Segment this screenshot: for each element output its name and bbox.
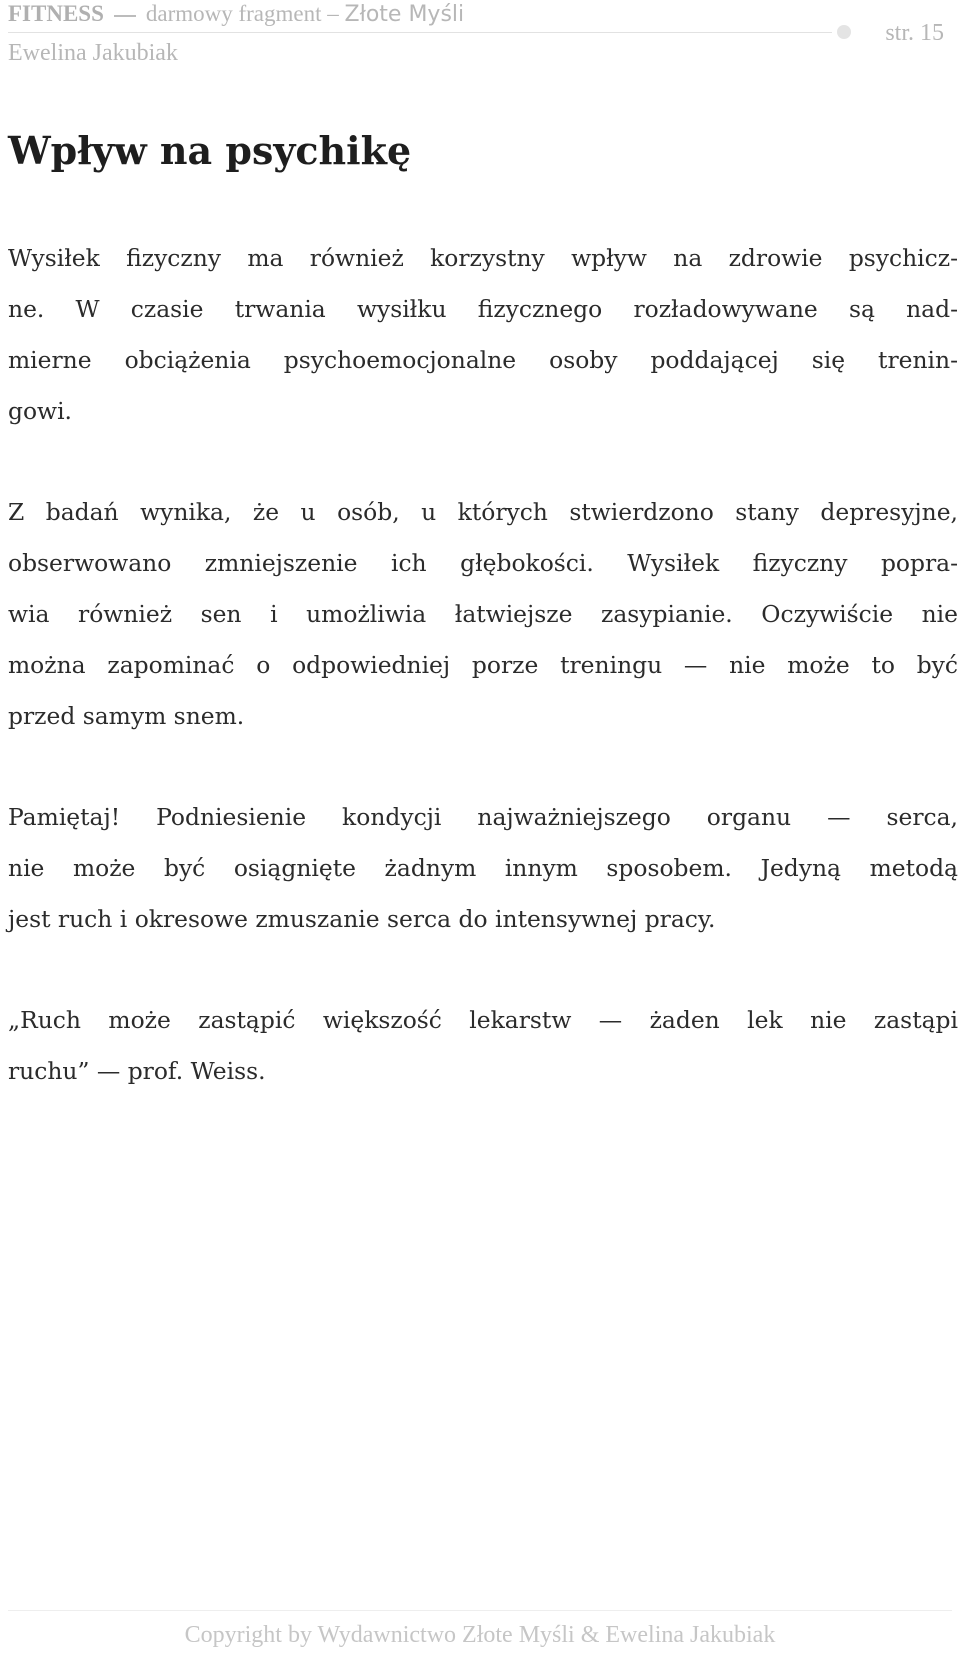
paragraph-line: Pamiętaj! Podniesienie kondycji najważniejszego organu — serca, <box>8 803 958 831</box>
body-text <box>8 233 958 1147</box>
paragraph-line: jest ruch i okresowe zmuszanie serca do intensywnej pracy. <box>8 905 716 933</box>
quote-paragraph <box>8 995 958 1097</box>
paragraph-line: ne. W czasie trwania wysiłku fizycznego rozładowywane są nad- <box>8 295 958 323</box>
paragraph-line: gowi. <box>8 397 72 425</box>
paragraph-3 <box>8 792 958 945</box>
page-number <box>837 18 944 48</box>
paragraph-line: Z badań wynika, że u osób, u których stwierdzono stany depresyjne, <box>8 498 958 526</box>
paragraph-1 <box>8 233 958 437</box>
paragraph-2 <box>8 487 958 742</box>
header-dash-2: – <box>327 1 339 26</box>
paragraph-line: ruchu” — prof. Weiss. <box>8 1057 266 1085</box>
header-title-line <box>8 0 464 29</box>
header-brand: FITNESS <box>8 1 104 26</box>
header-author: Ewelina Jakubiak <box>8 40 178 66</box>
header-publisher: Złote Myśli <box>344 2 465 27</box>
header-divider <box>8 32 832 33</box>
paragraph-line: obserwowano zmniejszenie ich głębokości. Wysiłek fizyczny popra- <box>8 549 958 577</box>
footer-divider <box>8 1610 952 1611</box>
paragraph-line: nie może być osiągnięte żadnym innym sposobem. Jedyną metodą <box>8 854 958 882</box>
paragraph-line: wia również sen i umożliwia łatwiejsze zasypianie. Oczywiście nie <box>8 600 958 628</box>
header-subtitle: darmowy fragment <box>145 1 322 26</box>
copyright-footer: Copyright by Wydawnictwo Złote Myśli & Ewelina Jakubiak <box>184 1622 776 1648</box>
paragraph-line: przed samym snem. <box>8 702 245 730</box>
paragraph-line: Wysiłek fizyczny ma również korzystny wpływ na zdrowie psychicz- <box>8 244 958 272</box>
section-title: Wpływ na psychikę <box>8 128 412 173</box>
paragraph-line: mierne obciążenia psychoemocjonalne osoby poddającej się trenin- <box>8 346 958 374</box>
paragraph-line: można zapominać o odpowiedniej porze treningu — nie może to być <box>8 651 958 679</box>
page-number-label: str. 15 <box>885 20 944 46</box>
bullet-dot-icon <box>837 25 851 39</box>
running-header <box>8 0 952 80</box>
header-dash <box>114 15 136 17</box>
paragraph-line: „Ruch może zastąpić większość lekarstw — żaden lek nie zastąpi <box>8 1006 958 1034</box>
